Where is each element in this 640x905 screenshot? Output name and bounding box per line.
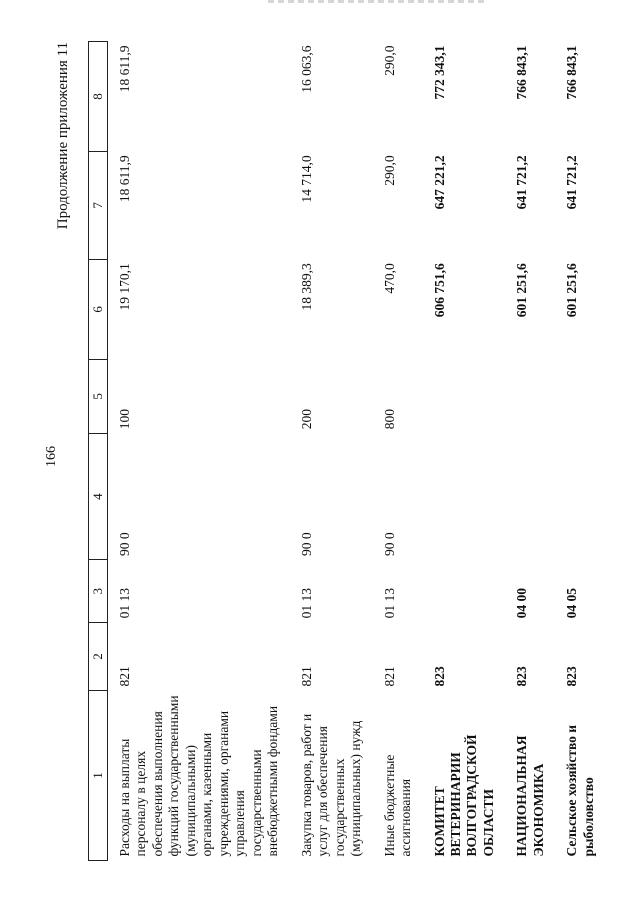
col-header-8: 8 <box>89 42 108 152</box>
value-col-6: 601 251,6 <box>564 263 580 318</box>
value-col-7: 647 221,2 <box>431 155 447 210</box>
ministry-code: 821 <box>298 666 314 687</box>
value-col-7: 641 721,2 <box>514 155 530 210</box>
table-row <box>108 42 290 861</box>
value-col-8: 16 063,6 <box>298 45 314 93</box>
section-code: 04 00 <box>514 588 530 619</box>
column-number-row <box>89 42 108 861</box>
value-col-8: 772 343,1 <box>431 45 447 100</box>
value-col-6: 19 170,1 <box>117 263 132 311</box>
section-code: 01 13 <box>117 588 132 619</box>
value-col-8: 290,0 <box>381 45 397 76</box>
col-header-7: 7 <box>89 151 108 259</box>
table-body <box>108 42 606 861</box>
col-header-6: 6 <box>89 259 108 359</box>
value-col-7: 641 721,2 <box>564 155 580 210</box>
page-number: 166 <box>44 446 59 467</box>
row-name: Сельское хозяйство и рыболовство <box>564 724 596 857</box>
target-code: 90 0 <box>298 532 314 556</box>
value-col-7: 14 714,0 <box>298 155 314 203</box>
value-col-8: 766 843,1 <box>564 45 580 100</box>
table-row <box>423 42 506 861</box>
value-col-7: 18 611,9 <box>117 155 132 203</box>
table-row <box>505 42 555 861</box>
expense-type <box>555 359 605 433</box>
value-col-6: 18 389,3 <box>298 263 314 311</box>
row-name: Расходы на выплаты персоналу в целях обеспечения выполнения функций государственными (муниципальными) органами, казенными учреждениями, органами управления государственными внебюджетными фондами <box>117 695 281 857</box>
table-row <box>290 42 373 861</box>
expense-type <box>423 359 506 433</box>
ministry-code: 823 <box>564 666 580 687</box>
table-row <box>373 42 423 861</box>
value-col-6: 606 751,6 <box>431 263 447 318</box>
appendix-caption: Продолжение приложения 11 <box>55 42 71 230</box>
row-name: Закупка товаров, работ и услуг для обеспечения государственных (муниципальных) нужд <box>298 713 364 857</box>
ministry-code: 823 <box>514 666 530 687</box>
col-header-5: 5 <box>89 359 108 433</box>
row-name: КОМИТЕТ ВЕТЕРИНАРИИ ВОЛГОГРАДСКОЙ ОБЛАСТИ <box>431 734 496 857</box>
target-code <box>505 433 555 560</box>
value-col-8: 18 611,9 <box>117 45 132 93</box>
ministry-code: 821 <box>117 666 132 687</box>
value-col-6: 470,0 <box>381 263 397 294</box>
row-name: Иные бюджетные ассигнования <box>381 754 414 857</box>
expense-type: 100 <box>117 409 132 430</box>
table-row <box>555 42 605 861</box>
col-header-1: 1 <box>89 690 108 860</box>
expense-type: 800 <box>381 409 397 430</box>
expense-type <box>505 359 555 433</box>
value-col-6: 601 251,6 <box>514 263 530 318</box>
value-col-7: 290,0 <box>381 155 397 186</box>
col-header-3: 3 <box>89 560 108 622</box>
row-name: НАЦИОНАЛЬНАЯ ЭКОНОМИКА <box>514 735 546 857</box>
section-code: 01 13 <box>298 588 314 619</box>
expense-type: 200 <box>298 409 314 430</box>
target-code: 90 0 <box>381 532 397 556</box>
section-code: 01 13 <box>381 588 397 619</box>
ministry-code: 821 <box>381 666 397 687</box>
value-col-8: 766 843,1 <box>514 45 530 100</box>
section-code <box>423 560 506 622</box>
target-code <box>423 433 506 560</box>
target-code <box>555 433 605 560</box>
budget-table <box>88 41 605 861</box>
ministry-code: 823 <box>431 666 447 687</box>
target-code: 90 0 <box>117 532 132 556</box>
col-header-4: 4 <box>89 433 108 560</box>
col-header-2: 2 <box>89 622 108 690</box>
section-code: 04 05 <box>564 588 580 619</box>
